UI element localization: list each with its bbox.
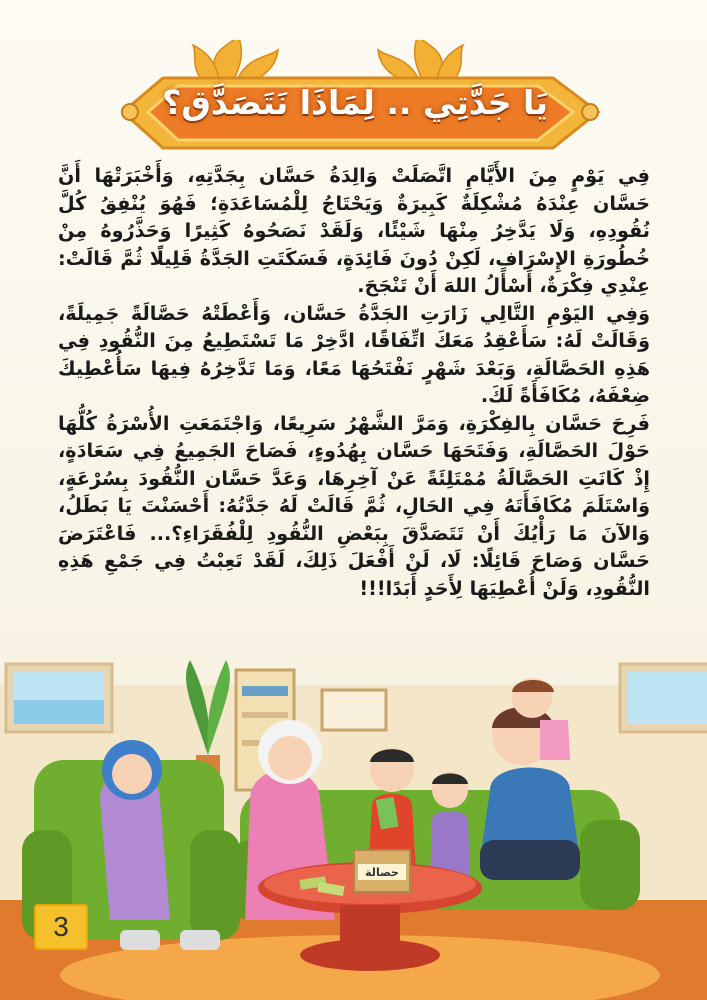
window-left bbox=[6, 664, 112, 732]
window-right bbox=[620, 664, 707, 732]
story-paragraph: وَفِي اليَوْمِ التَّالِي زَارَتِ الجَدَّةُ حَسَّان، وَأَعْطَتْهُ حَصَّالَةً جَمِيلَةً، وَقَالَتْ لَهُ: سَأَعْقِدُ مَعَكَ اتِّفَاقًا، ادَّخِرْ مَا تَسْتَطِيعُ مِنَ النُّقُودِ فِي هَذِهِ الحَصَّالَةِ، وَبَعْدَ شَهْرٍ نَفْتَحُهَا مَعًا، وَمَا تَدَّخِرُهُ فِيهَا سَأُعْطِيكَ ضِعْفَهُ، مُكَافَأَةً لَكَ. bbox=[58, 301, 650, 407]
page-title: يَا جَدَّتِي .. لِمَاذَا نَتَصَدَّق؟ bbox=[162, 82, 548, 122]
little-boy bbox=[430, 772, 470, 880]
story-paragraph: فَرِحَ حَسَّان بِالفِكْرَةِ، وَمَرَّ الشَّهْرُ سَرِيعًا، وَاجْتَمَعَتِ الأُسْرَةُ كُلُّهَا حَوْلَ الحَصَّالَةِ، وَفَتَحَهَا حَسَّان بِهُدُوءٍ، فَصَاحَ الجَمِيعُ فِي سَعَادَةٍ، إِذْ كَانَتِ الحَصَّالَةُ مُمْتَلِئَةً عَنْ آخِرِهَا، وَعَدَّ حَسَّان النُّقُودَ بِسُرْعَةٍ، وَاسْتَلَمَ مُكَافَأَتَهُ فِي الحَالِ، ثُمَّ قَالَتْ لَهُ جَدَّتُهُ: أَحْسَنْتَ يَا بَطَلُ، وَالآنَ مَا رَأْيُكَ أَنْ تَتَصَدَّقَ بِبَعْضِ النُّقُودِ لِلْفُقَرَاءِ؟... فَاعْتَرَضَ حَسَّان وَصَاحَ قَائِلًا: لَا، لَنْ أَفْعَلَ ذَلِكَ، لَقَدْ تَعِبْتُ فِي جَمْعِ هَذِهِ النُّقُودِ، وَلَنْ أُعْطِيَهَا لِأَحَدٍ أَبَدًا!!! bbox=[58, 411, 650, 600]
money-box-label: حصالة bbox=[365, 866, 399, 879]
page-number: 3 bbox=[34, 904, 88, 950]
story-paragraph: فِي يَوْمٍ مِنَ الأَيَّامِ اتَّصَلَتْ وَالِدَةُ حَسَّان بِجَدَّتِهِ، وَأَخْبَرَتْهَا أَنَّ حَسَّان عِنْدَهُ مُشْكِلَةٌ كَبِيرَةٌ وَيَحْتَاجُ لِلْمُسَاعَدَةِ؛ فَهُوَ يُنْفِقُ كُلَّ نُقُودِهِ، وَلَا يَدَّخِرُ مِنْهَا شَيْئًا، وَلَقَدْ نَصَحُوهُ كَثِيرًا وَحَذَّرُوهُ مِنْ خُطُورَةِ الإِسْرَافِ، لَكِنْ دُونَ فَائِدَةٍ، فَسَكَتَتِ الجَدَّةُ قَلِيلًا ثُمَّ قَالَتْ: عِنْدِي فِكْرَةٌ، أَسْأَلُ اللهَ أَنْ تَنْجَحَ. bbox=[58, 164, 650, 297]
story-text bbox=[58, 162, 650, 602]
picture-frame bbox=[322, 690, 386, 730]
